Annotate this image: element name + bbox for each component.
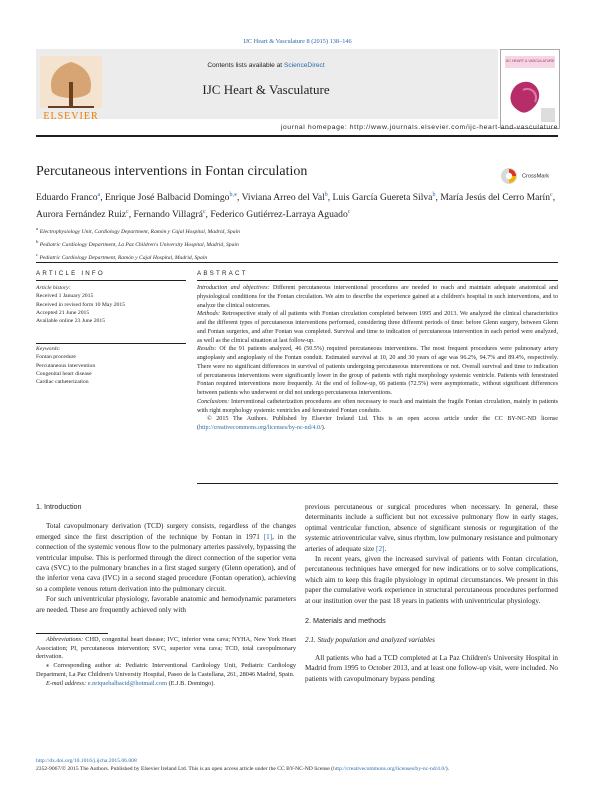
email-link[interactable]: e.nriquebalbacid@hotmail.com (87, 679, 167, 687)
author-name[interactable]: María Jesús del Cerro Marín (440, 192, 551, 204)
keywords-label: Keywords: (36, 346, 61, 352)
author-name[interactable]: Eduardo Franco (36, 192, 98, 204)
abstract-intro: Different percutaneous interventional procedures are needed to reach and maintain adequate anatomical and physiological conditions for the Fontan circulation. We aim to describe the experience gained at a children's hospital in such interventions, and to analyze the clinical outcomes. (197, 285, 558, 309)
col2-p1-text: previous percutaneous or surgical procedures when necessary. In general, these determinants include a sufficient but not excessive pulmonary flow in early stages, optimal ventricular function, absence of significant stenosis or regurgitation of the systemic atrioventricular valve, sinus rhythm, low pulmonary resistance and pulmonary arteries of adequate size (305, 503, 558, 553)
affiliation-text: Pediatric Cardiology Department, La Paz Children's University Hospital, Madrid, Spain (39, 241, 239, 248)
journal-homepage-line (36, 124, 558, 131)
abstract-methods: Retrospective study of all patients with Fontan circulation completed between 1995 and 2013. We analyzed the clinical characteristics and the different types of percutaneous interventions performed, considering three different periods of time: before Glenn surgery, between Glenn and Fontan surgeries, and after Fontan was completed. Survival and time to indication of percutaneous intervention in each period were analyzed, as well as the clinical situation at last follow-up. (197, 311, 558, 344)
abstract-conclusions: Interventional catheterization procedures are often necessary to reach and maintain the fragile Fontan circulation, mainly in patients with right morphology systemic ventricles and fenestrated Fontan conduits. (197, 398, 558, 414)
abstract-text (197, 284, 558, 433)
journal-name: IJC Heart & Vasculature (202, 82, 330, 97)
elsevier-logo[interactable] (36, 52, 106, 124)
doi-license-line (36, 765, 558, 773)
history-item: Available online 23 June 2015 (36, 318, 106, 325)
conclusions-label: Conclusions: (197, 398, 230, 405)
crossmark-label: CrossMark (522, 173, 550, 180)
col2-paragraph-1 (305, 502, 558, 554)
methods-heading: 2. Materials and methods (305, 616, 386, 626)
author-affiliation-marker[interactable]: c (126, 209, 129, 216)
author-list: Eduardo Franco$^a$, Enrique José Balbacid Domingo$^{b,⁎}$, Viviana Arreo del Val$^b$, Luis García Guereta Silva$^b$, María Jesús del Cerro Marín$^c$, Aurora Fernández Ruiz$^c$, Fernando Villagrá$^c$, Federico Gutiérrez-Larraya Aguado$^c$ (36, 192, 556, 221)
email-note (36, 680, 296, 689)
contents-available-line (106, 62, 426, 69)
journal-cover-image (501, 50, 559, 128)
author-affiliation-marker[interactable]: b (324, 192, 328, 198)
abstract-copyright: © 2015 The Authors. Published by Elsevier Ireland Ltd. This is an open access article under the CC BY-NC-ND license ( (197, 416, 558, 431)
article-info-heading: ARTICLE INFO (36, 270, 105, 277)
elsevier-tree-icon (36, 52, 106, 124)
homepage-text: journal homepage: http://www.journals.elsevier.com/ijc-heart-and-vasculature (280, 124, 558, 131)
author-affiliation-marker[interactable]: c (347, 209, 351, 216)
abbreviations-note (36, 636, 296, 662)
doi-license-text: 2352-9067/© 2015 The Authors. Published by Elsevier Ireland Ltd. This is an open access article under the CC BY-NC-ND license ( (36, 766, 334, 772)
contents-prefix: Contents lists available at (207, 62, 283, 69)
abstract-heading: ABSTRACT (197, 270, 248, 277)
article-history (36, 284, 186, 325)
col2-paragraph-2: In recent years, given the increased survival of patients with Fontan circulation, percutaneous techniques have emerged for new indications or to solve complications, which aim to keep this fragile physiology in optimal circumstances. We present in this paper the cumulative work experience in structural percutaneous procedures performed at our institution over the past 18 years in patients with univentricular physiology. (305, 555, 558, 605)
keywords-rule (36, 343, 186, 344)
abstract-license-link[interactable]: http://creativecommons.org/licenses/by-nc-nd/4.0/ (199, 425, 322, 431)
affiliation-text: Electrophysiology Unit, Cardiology Department, Ramón y Cajal Hospital, Madrid, Spain (39, 228, 240, 235)
author-name[interactable]: Enrique José Balbacid Domingo (105, 192, 230, 204)
body-column-right (305, 502, 558, 684)
doi-footer (36, 757, 558, 773)
methods-subheading: 2.1. Study population and analyzed variables (305, 636, 435, 645)
email-label: E-mail address: (46, 679, 87, 687)
history-item: Received 1 January 2015 (36, 293, 94, 300)
keyword-item: Percutaneous intervention (36, 362, 96, 369)
body-column-left (36, 502, 296, 615)
introduction-heading: 1. Introduction (36, 502, 82, 511)
abstract-copyright-end: ). (321, 425, 326, 431)
author-affiliation-marker[interactable]: b (432, 192, 436, 198)
author-affiliation-marker[interactable]: c (550, 192, 553, 198)
intro-p1-text: Total cavopulmonary derivation (TCD) surgery consists, regardless of the changes emerged since the first description of the technique by Fontan in 1971 (36, 522, 296, 541)
article-info-rule (36, 280, 186, 281)
doi-license-end: ). (445, 766, 449, 772)
email-suffix: (E.J.B. Domingo). (167, 679, 215, 687)
elsevier-wordmark: ELSEVIER (43, 111, 99, 122)
intro-paragraph-1 (36, 521, 296, 594)
history-item: Received in revised form 10 May 2015 (36, 301, 126, 308)
intro-label: Introduction and objectives: (197, 285, 270, 291)
author-name[interactable]: Viviana Arreo del Val (241, 192, 325, 204)
author-name[interactable]: Federico Gutiérrez-Larraya Aguado (210, 209, 348, 221)
affiliation-item (36, 237, 336, 250)
author-name[interactable]: Aurora Fernández Ruiz (36, 209, 127, 221)
author-name[interactable]: Luis García Guereta Silva (332, 192, 433, 204)
author-affiliation-marker[interactable]: a (97, 192, 101, 198)
doi-license-link[interactable]: http://creativecommons.org/licenses/by-nc-nd/4.0/ (333, 766, 446, 772)
keyword-item: Cardiac catheterization (36, 379, 89, 386)
crossmark-icon (500, 167, 518, 185)
crossmark-badge[interactable] (500, 167, 560, 185)
footnote-rule (36, 633, 108, 634)
doi-link[interactable]: http://dx.doi.org/10.1016/j.ijcha.2015.06.008 (36, 758, 137, 764)
author-name[interactable]: Fernando Villagrá (133, 209, 203, 221)
affiliation-text: Pediatric Cardiology Department, Ramón y Cajal Hospital, Madrid, Spain (39, 254, 208, 261)
keyword-list (36, 353, 186, 386)
journal-reference[interactable]: IJC Heart & Vasculature 8 (2015) 138–146 (243, 38, 352, 45)
intro-p1-text-b: , in the connection of the systemic venous flow to the pulmonary arteries passively, bypassing the ventricular impulse. This is performed through the direct connection of the superior vena cava (SVC) to the pulmonary branches in a first staged surgery (Glenn operation), and of the inferior vena cava (IVC) in a second staged procedure (Fontan operation), achieving so a complete venous return derivation into the pulmonary circuit. (36, 532, 296, 593)
affiliation-rule (36, 262, 558, 263)
affiliation-item (36, 224, 336, 237)
journal-cover-thumbnail[interactable] (500, 49, 560, 129)
methods-paragraph-1: All patients who had a TCD completed at La Paz Children's University Hospital in Madrid from 1995 to October 2013, and at least one follow-up visit, were included. No patients with cavopulmonary bypass pending (305, 653, 558, 683)
history-item: Accepted 21 June 2015 (36, 309, 90, 316)
ref-link-2[interactable]: [2] (376, 544, 385, 553)
intro-paragraph-2: For such univentricular physiology, favorable anatomic and hemodynamic parameters are needed. These are frequently achieved only with (36, 595, 296, 614)
author-affiliation-marker[interactable]: c (202, 209, 206, 216)
keyword-item: Congenital heart disease (36, 370, 92, 377)
history-label: Article history: (36, 285, 71, 291)
sciencedirect-link[interactable]: ScienceDirect (283, 62, 325, 69)
affiliation-list (36, 224, 336, 263)
corresponding-author-note: ⁎ Corresponding author at: Pediatric Interventional Cardiology Unit, Pediatric Cardiology Department, La Paz Children's University Hospital, Paseo de la Castellana, 261, 28046 Madrid, Spain. (36, 662, 296, 678)
article-title: Percutaneous interventions in Fontan circulation (36, 164, 308, 179)
abbreviations-text: CHD, congenital heart disease; IVC, inferior vena cava; NYHA, New York Heart Association; PI, percutaneous intervention; SVC, superior vena cava; TCD, total cavopulmonary derivation. (36, 636, 296, 661)
history-list (36, 292, 186, 325)
author-affiliation-marker[interactable]: b,⁎ (229, 192, 237, 198)
abstract-results: Of the 91 patients analyzed, 46 (50.5%) required percutaneous interventions. The most frequent procedures were pulmonary artery angioplasty and angioplasty of the Fontan conduit. Estimated survival at 10, 20 and 30 years of age was 96.2%, 94.7% and 89.4%, respectively. There were no significant differences in survival of patients undergoing percutaneous interventions or not. Overall survival and time to indication of percutaneous interventions were significantly lower in the group of patients with right morphology systemic ventricle. Patients with fenestrated Fontan required interventions more frequently. At the end of follow-up, 66 patients (72.5%) were asymptomatic, without significant differences between patients who underwent or did not undergo percutaneous interventions. (197, 346, 558, 396)
affiliation-marker: a (36, 226, 39, 231)
results-label: Results: (197, 346, 217, 353)
cover-title: IJC HEART & VASCULATURE (505, 59, 555, 63)
keyword-item: Fontan procedure (36, 354, 76, 361)
affiliation-marker: b (36, 239, 39, 245)
methods-label: Methods: (197, 311, 221, 318)
abstract-end-rule (197, 483, 558, 484)
col2-p1-end: . (384, 544, 387, 553)
footnotes (36, 636, 296, 688)
affiliation-marker: c (36, 252, 39, 258)
abbreviations-label: Abbreviations: (46, 636, 84, 643)
ref-link-1[interactable]: [1] (263, 532, 273, 541)
header-rule (36, 135, 558, 137)
keywords-block (36, 345, 186, 386)
abstract-rule (197, 280, 558, 281)
